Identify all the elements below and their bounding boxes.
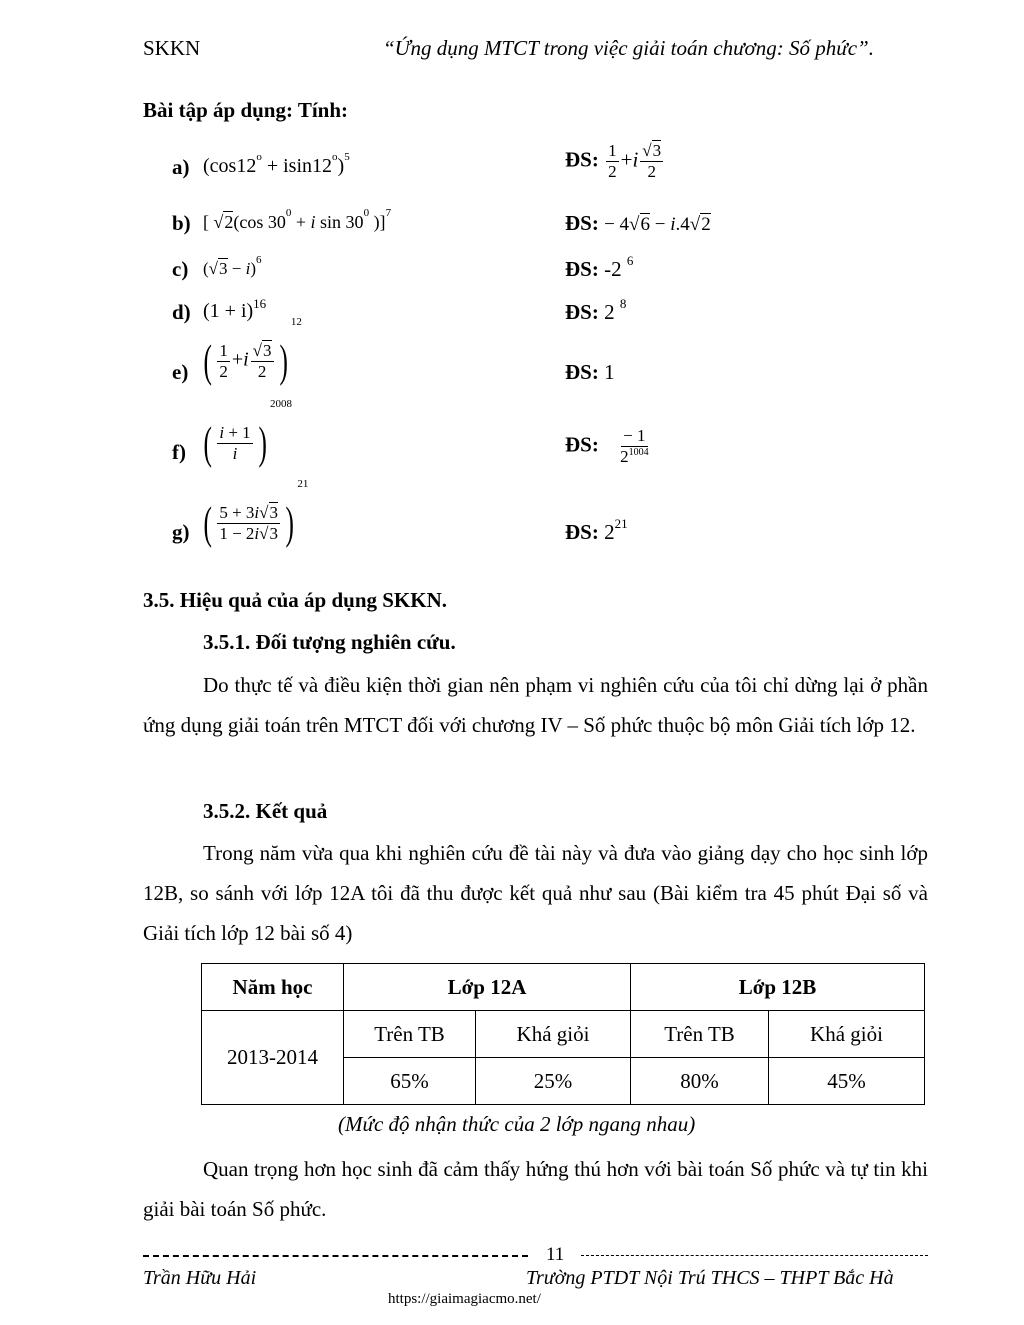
conclusion-text: Quan trọng hơn học sinh đã cảm thấy hứng thú hơn với bài toán Số phức và tự tin khi giải bài toán Số phức. [143,1157,928,1221]
footer-divider-left [143,1255,528,1257]
cell-value: 65% [344,1058,476,1105]
footer-author: Trần Hữu Hải [143,1267,257,1289]
header-class-12b: Lớp 12B [631,964,925,1011]
answer-f: ĐS: $\frac{- 1}{2^{1004}}$ [565,426,649,466]
header-title: “Ứng dụng MTCT trong việc giải toán chương: Số phức”. [383,36,874,60]
answer-g: ĐS: $2^{21}$ [565,516,628,544]
table-caption: (Mức độ nhận thức của 2 lớp ngang nhau) [338,1112,696,1136]
header-class-12a: Lớp 12A [344,964,631,1011]
results-table [201,963,925,1105]
exercise-expr-a: $(\cos 12^o + isin12^o)^5$ [203,151,350,177]
footer-school: Trường PTDT Nội Trú THCS – THPT Bắc Hà [526,1267,894,1289]
answer-b: ĐS: − 4√6 − i.4√2 [565,211,711,235]
exercise-expr-c: $(√3 - i)^6$ [203,254,262,278]
answer-d: ĐS: 2 $^8$ [565,296,627,324]
answer-a: ĐS: $\frac{1}{2}$ +i $\frac{√3}{2}$ [565,141,662,181]
header-year: Năm học [202,964,344,1011]
answer-e: ĐS: 1 [565,360,615,384]
footer-divider-right [581,1255,928,1256]
cell-value: 25% [476,1058,631,1105]
cell-value: 80% [631,1058,769,1105]
exercise-label-d: d) [172,300,191,324]
subsection-1-text: Do thực tế và điều kiện thời gian nên phạm vi nghiên cứu của tôi chỉ dừng lại ở phần ứng dụng giải toán trên MTCT đối với chương IV – Số phức thuộc bộ môn Giải tích lớp 12. [143,673,928,737]
subsection-2-text: Trong năm vừa qua khi nghiên cứu đề tài này và đưa vào giảng dạy cho học sinh lớp 12B, so sánh với lớp 12A tôi đã thu được kết quả như sau (Bài kiểm tra 45 phút Đại số và Giải tích lớp 12 bài số 4) [143,841,928,945]
cell-subheader: Khá giỏi [476,1011,631,1058]
page-number: 11 [546,1244,565,1265]
header-left: SKKN [143,36,201,60]
exercise-label-b: b) [172,211,191,235]
exercise-label-c: c) [172,257,189,281]
exercise-expr-g: ( $\frac{5 + 3i√3}{1 - 2i√3}$ )$^{21}$ [203,478,309,548]
exercise-label-f: f) [172,440,186,464]
cell-subheader: Trên TB [344,1011,476,1058]
exercises-heading: Bài tập áp dụng: Tính: [143,98,349,122]
cell-year: 2013-2014 [202,1011,344,1105]
exercise-expr-b: [ √2(cos $30^0 + i$ $\sin 30^0$ )]$^7$ [203,207,392,232]
exercise-expr-e: ( $\frac{1}{2}$ +i $\frac{√3}{2}$ )$^{12}$ [203,316,302,386]
cell-value: 45% [769,1058,925,1105]
cell-subheader: Khá giỏi [769,1011,925,1058]
exercise-label-a: a) [172,155,190,179]
table-row [202,964,925,1011]
section-title: 3.5. Hiệu quả của áp dụng SKKN. [143,588,448,612]
answer-prefix: ĐS: [565,147,599,172]
cell-subheader: Trên TB [631,1011,769,1058]
answer-c: ĐS: -2 $^6$ [565,253,634,281]
footer-url[interactable]: https://giaimagiacmo.net/ [388,1291,541,1307]
exercise-label-e: e) [172,360,189,384]
subsection-1-title: 3.5.1. Đối tượng nghiên cứu. [203,630,456,654]
exercise-expr-f: ( $\frac{i + 1}{i}$ )$^{2008}$ [203,398,292,468]
table-row [202,1011,925,1058]
subsection-2-title: 3.5.2. Kết quả [203,799,328,823]
exercise-expr-d: $(1 + i)^{16}$ [203,296,267,322]
exercise-label-g: g) [172,520,190,544]
